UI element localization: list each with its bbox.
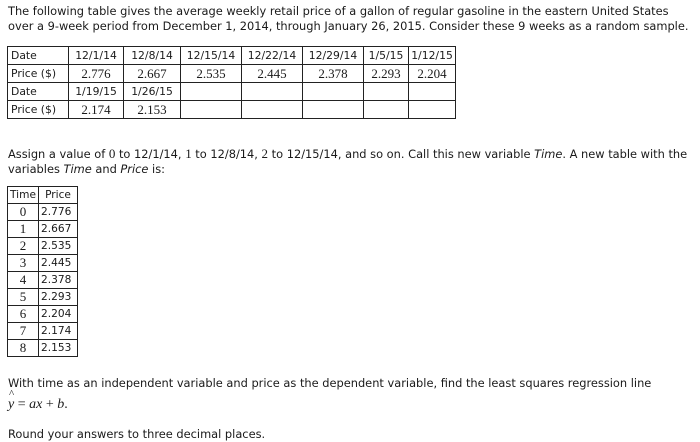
number-one: 1 bbox=[185, 146, 192, 161]
empty-cell bbox=[364, 83, 409, 101]
round-instruction: Round your answers to three decimal places. bbox=[8, 427, 266, 441]
price-cell: 2.535 bbox=[181, 65, 242, 83]
empty-cell bbox=[303, 101, 364, 119]
time-cell: 2 bbox=[8, 238, 39, 255]
variable-time: Time bbox=[534, 147, 563, 161]
assign-text bbox=[8, 146, 696, 177]
text-fragment: to 12/8/14, bbox=[191, 147, 262, 161]
variable-price: Price bbox=[120, 162, 149, 176]
empty-cell bbox=[181, 83, 242, 101]
price-cell: 2.293 bbox=[39, 289, 78, 306]
price-header: Price ($) bbox=[8, 65, 69, 83]
text-fragment: and bbox=[91, 162, 121, 176]
table-row bbox=[8, 204, 78, 221]
table-row bbox=[8, 272, 78, 289]
time-cell: 4 bbox=[8, 272, 39, 289]
variable-time: Time bbox=[63, 162, 92, 176]
date-cell: 1/12/15 bbox=[409, 47, 456, 65]
table-row bbox=[8, 323, 78, 340]
table1-price-row-1 bbox=[8, 65, 456, 83]
text-fragment: is: bbox=[148, 162, 165, 176]
period: . bbox=[64, 397, 68, 412]
time-price-table bbox=[7, 186, 78, 357]
date-cell: 12/15/14 bbox=[181, 47, 242, 65]
price-cell: 2.153 bbox=[39, 340, 78, 357]
price-cell: 2.293 bbox=[364, 65, 409, 83]
text-fragment: to 12/1/14, bbox=[115, 147, 186, 161]
price-cell: 2.378 bbox=[303, 65, 364, 83]
time-cell: 3 bbox=[8, 255, 39, 272]
date-cell: 12/8/14 bbox=[124, 47, 181, 65]
date-cell: 12/1/14 bbox=[69, 47, 124, 65]
time-cell: 8 bbox=[8, 340, 39, 357]
hat-symbol: ^ bbox=[9, 388, 15, 400]
b-variable: b bbox=[57, 397, 65, 412]
table-row bbox=[8, 255, 78, 272]
price-cell: 2.204 bbox=[39, 306, 78, 323]
text-fragment: Assign a value of bbox=[8, 147, 109, 161]
intro-text: The following table gives the average weekly retail price of a gallon of regular gasoline in the eastern United States over a 9-week period from December 1, 2014, through January 26, 2015. Consider these 9 weeks as a random sample. bbox=[8, 4, 689, 33]
time-cell: 1 bbox=[8, 221, 39, 238]
empty-cell bbox=[364, 101, 409, 119]
price-cell: 2.445 bbox=[242, 65, 303, 83]
price-cell: 2.667 bbox=[124, 65, 181, 83]
table-row bbox=[8, 238, 78, 255]
time-cell: 5 bbox=[8, 289, 39, 306]
empty-cell bbox=[409, 83, 456, 101]
empty-cell bbox=[181, 101, 242, 119]
price-cell: 2.776 bbox=[39, 204, 78, 221]
regression-equation bbox=[8, 388, 68, 413]
price-cell: 2.174 bbox=[39, 323, 78, 340]
time-cell: 6 bbox=[8, 306, 39, 323]
table2-header-row bbox=[8, 187, 78, 204]
gas-price-date-table bbox=[7, 46, 456, 119]
price-cell: 2.445 bbox=[39, 255, 78, 272]
date-cell: 12/22/14 bbox=[242, 47, 303, 65]
a-variable: a bbox=[29, 397, 37, 412]
price-cell: 2.378 bbox=[39, 272, 78, 289]
date-cell: 1/5/15 bbox=[364, 47, 409, 65]
date-cell: 1/26/15 bbox=[124, 83, 181, 101]
price-cell: 2.776 bbox=[69, 65, 124, 83]
empty-cell bbox=[242, 101, 303, 119]
time-cell: 7 bbox=[8, 323, 39, 340]
time-cell: 0 bbox=[8, 204, 39, 221]
table-row bbox=[8, 340, 78, 357]
equals-sign: = bbox=[14, 397, 30, 412]
price-header: Price bbox=[39, 187, 78, 204]
date-header: Date bbox=[8, 47, 69, 65]
y-variable: y bbox=[8, 397, 15, 412]
y-hat bbox=[8, 388, 15, 413]
table-row bbox=[8, 221, 78, 238]
empty-cell bbox=[242, 83, 303, 101]
date-cell: 1/19/15 bbox=[69, 83, 124, 101]
table1-date-row-2 bbox=[8, 83, 456, 101]
price-header: Price ($) bbox=[8, 101, 69, 119]
price-cell: 2.174 bbox=[69, 101, 124, 119]
time-header: Time bbox=[8, 187, 39, 204]
text-fragment: to 12/15/14, and so on. Call this new variable bbox=[268, 147, 535, 161]
date-header: Date bbox=[8, 83, 69, 101]
price-cell: 2.667 bbox=[39, 221, 78, 238]
table1-date-row-1 bbox=[8, 47, 456, 65]
text-fragment: . A new table with the variables bbox=[8, 147, 688, 176]
question-text: With time as an independent variable and price as the dependent variable, find the least squares regression line bbox=[8, 376, 652, 390]
empty-cell bbox=[303, 83, 364, 101]
number-two: 2 bbox=[261, 146, 269, 161]
empty-cell bbox=[409, 101, 456, 119]
number-zero: 0 bbox=[108, 146, 116, 161]
date-cell: 12/29/14 bbox=[303, 47, 364, 65]
price-cell: 2.204 bbox=[409, 65, 456, 83]
plus-sign: + bbox=[42, 397, 58, 412]
price-cell: 2.153 bbox=[124, 101, 181, 119]
table1-price-row-2 bbox=[8, 101, 456, 119]
table-row bbox=[8, 306, 78, 323]
x-variable: x bbox=[36, 397, 43, 412]
price-cell: 2.535 bbox=[39, 238, 78, 255]
table-row bbox=[8, 289, 78, 306]
